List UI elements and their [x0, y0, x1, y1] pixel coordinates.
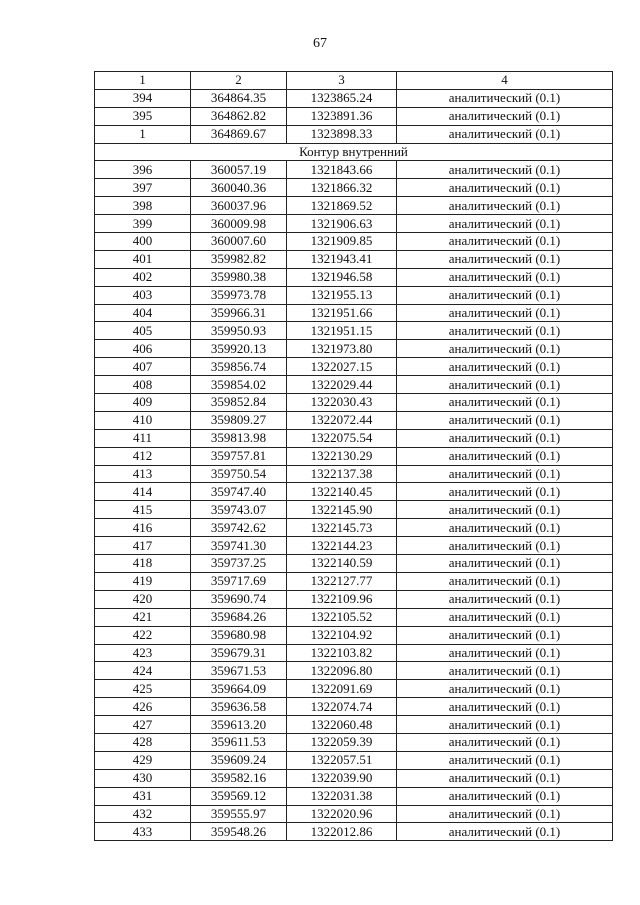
point-number-cell: 398	[95, 197, 191, 215]
point-number-cell: 415	[95, 501, 191, 519]
method-cell: аналитический (0.1)	[397, 411, 613, 429]
x-coordinate-cell: 364864.35	[191, 89, 287, 107]
point-number-cell: 423	[95, 644, 191, 662]
method-cell: аналитический (0.1)	[397, 376, 613, 394]
y-coordinate-cell: 1322020.96	[287, 805, 397, 823]
table-row	[95, 769, 613, 787]
point-number-cell: 421	[95, 608, 191, 626]
table-row	[95, 626, 613, 644]
table-body-after	[95, 161, 613, 841]
method-cell: аналитический (0.1)	[397, 698, 613, 716]
y-coordinate-cell: 1322029.44	[287, 376, 397, 394]
point-number-cell: 425	[95, 680, 191, 698]
x-coordinate-cell: 359982.82	[191, 250, 287, 268]
table-row	[95, 698, 613, 716]
method-cell: аналитический (0.1)	[397, 161, 613, 179]
x-coordinate-cell: 359757.81	[191, 447, 287, 465]
section-row	[95, 143, 613, 161]
method-cell: аналитический (0.1)	[397, 215, 613, 233]
table-row	[95, 733, 613, 751]
table-row	[95, 644, 613, 662]
y-coordinate-cell: 1322012.86	[287, 823, 397, 841]
table-row	[95, 89, 613, 107]
table-row	[95, 680, 613, 698]
point-number-cell: 413	[95, 465, 191, 483]
method-cell: аналитический (0.1)	[397, 447, 613, 465]
y-coordinate-cell: 1322145.73	[287, 519, 397, 537]
y-coordinate-cell: 1322072.44	[287, 411, 397, 429]
table-row	[95, 376, 613, 394]
y-coordinate-cell: 1323865.24	[287, 89, 397, 107]
y-coordinate-cell: 1321946.58	[287, 268, 397, 286]
table-row	[95, 286, 613, 304]
x-coordinate-cell: 359966.31	[191, 304, 287, 322]
method-cell: аналитический (0.1)	[397, 805, 613, 823]
y-coordinate-cell: 1322030.43	[287, 394, 397, 412]
y-coordinate-cell: 1321843.66	[287, 161, 397, 179]
table-row	[95, 322, 613, 340]
table-row	[95, 555, 613, 573]
method-cell: аналитический (0.1)	[397, 519, 613, 537]
method-cell: аналитический (0.1)	[397, 233, 613, 251]
coordinates-table	[94, 71, 613, 841]
x-coordinate-cell: 359555.97	[191, 805, 287, 823]
point-number-cell: 411	[95, 429, 191, 447]
table-row	[95, 250, 613, 268]
method-cell: аналитический (0.1)	[397, 590, 613, 608]
x-coordinate-cell: 359664.09	[191, 680, 287, 698]
point-number-cell: 433	[95, 823, 191, 841]
y-coordinate-cell: 1322074.74	[287, 698, 397, 716]
section-header	[95, 143, 613, 161]
point-number-cell: 429	[95, 751, 191, 769]
table-row	[95, 805, 613, 823]
method-cell: аналитический (0.1)	[397, 555, 613, 573]
method-cell: аналитический (0.1)	[397, 483, 613, 501]
x-coordinate-cell: 364862.82	[191, 107, 287, 125]
method-cell: аналитический (0.1)	[397, 286, 613, 304]
method-cell: аналитический (0.1)	[397, 751, 613, 769]
table-row	[95, 215, 613, 233]
y-coordinate-cell: 1322104.92	[287, 626, 397, 644]
point-number-cell: 432	[95, 805, 191, 823]
x-coordinate-cell: 359742.62	[191, 519, 287, 537]
x-coordinate-cell: 359636.58	[191, 698, 287, 716]
x-coordinate-cell: 359856.74	[191, 358, 287, 376]
y-coordinate-cell: 1321955.13	[287, 286, 397, 304]
table-row	[95, 787, 613, 805]
x-coordinate-cell: 359671.53	[191, 662, 287, 680]
section-title: Контур внутренний	[95, 143, 613, 161]
table-row	[95, 233, 613, 251]
method-cell: аналитический (0.1)	[397, 197, 613, 215]
column-header-4: 4	[397, 72, 613, 90]
point-number-cell: 416	[95, 519, 191, 537]
x-coordinate-cell: 360007.60	[191, 233, 287, 251]
point-number-cell: 405	[95, 322, 191, 340]
point-number-cell: 408	[95, 376, 191, 394]
y-coordinate-cell: 1322145.90	[287, 501, 397, 519]
x-coordinate-cell: 359611.53	[191, 733, 287, 751]
x-coordinate-cell: 359582.16	[191, 769, 287, 787]
method-cell: аналитический (0.1)	[397, 733, 613, 751]
y-coordinate-cell: 1322027.15	[287, 358, 397, 376]
x-coordinate-cell: 360057.19	[191, 161, 287, 179]
y-coordinate-cell: 1322137.38	[287, 465, 397, 483]
point-number-cell: 412	[95, 447, 191, 465]
method-cell: аналитический (0.1)	[397, 394, 613, 412]
table-row	[95, 107, 613, 125]
method-cell: аналитический (0.1)	[397, 268, 613, 286]
x-coordinate-cell: 360037.96	[191, 197, 287, 215]
point-number-cell: 396	[95, 161, 191, 179]
x-coordinate-cell: 359852.84	[191, 394, 287, 412]
y-coordinate-cell: 1321909.85	[287, 233, 397, 251]
table-row	[95, 751, 613, 769]
table-header-row	[95, 72, 613, 90]
point-number-cell: 420	[95, 590, 191, 608]
table-row	[95, 340, 613, 358]
x-coordinate-cell: 360009.98	[191, 215, 287, 233]
y-coordinate-cell: 1323898.33	[287, 125, 397, 143]
y-coordinate-cell: 1322059.39	[287, 733, 397, 751]
table-row	[95, 519, 613, 537]
point-number-cell: 399	[95, 215, 191, 233]
method-cell: аналитический (0.1)	[397, 787, 613, 805]
table-row	[95, 483, 613, 501]
x-coordinate-cell: 359920.13	[191, 340, 287, 358]
point-number-cell: 426	[95, 698, 191, 716]
point-number-cell: 419	[95, 572, 191, 590]
table-row	[95, 590, 613, 608]
method-cell: аналитический (0.1)	[397, 572, 613, 590]
table-row	[95, 394, 613, 412]
method-cell: аналитический (0.1)	[397, 358, 613, 376]
x-coordinate-cell: 359973.78	[191, 286, 287, 304]
x-coordinate-cell: 359809.27	[191, 411, 287, 429]
x-coordinate-cell: 359743.07	[191, 501, 287, 519]
method-cell: аналитический (0.1)	[397, 680, 613, 698]
y-coordinate-cell: 1322144.23	[287, 537, 397, 555]
point-number-cell: 1	[95, 125, 191, 143]
y-coordinate-cell: 1322075.54	[287, 429, 397, 447]
method-cell: аналитический (0.1)	[397, 322, 613, 340]
table-row	[95, 537, 613, 555]
method-cell: аналитический (0.1)	[397, 608, 613, 626]
method-cell: аналитический (0.1)	[397, 250, 613, 268]
point-number-cell: 407	[95, 358, 191, 376]
y-coordinate-cell: 1322109.96	[287, 590, 397, 608]
table-row	[95, 608, 613, 626]
point-number-cell: 430	[95, 769, 191, 787]
point-number-cell: 397	[95, 179, 191, 197]
table-row	[95, 268, 613, 286]
method-cell: аналитический (0.1)	[397, 429, 613, 447]
x-coordinate-cell: 359750.54	[191, 465, 287, 483]
method-cell: аналитический (0.1)	[397, 179, 613, 197]
y-coordinate-cell: 1322103.82	[287, 644, 397, 662]
y-coordinate-cell: 1321869.52	[287, 197, 397, 215]
page-number: 67	[313, 36, 327, 51]
method-cell: аналитический (0.1)	[397, 107, 613, 125]
point-number-cell: 402	[95, 268, 191, 286]
table-row	[95, 411, 613, 429]
table-row	[95, 716, 613, 734]
method-cell: аналитический (0.1)	[397, 644, 613, 662]
method-cell: аналитический (0.1)	[397, 125, 613, 143]
method-cell: аналитический (0.1)	[397, 304, 613, 322]
x-coordinate-cell: 359609.24	[191, 751, 287, 769]
method-cell: аналитический (0.1)	[397, 823, 613, 841]
point-number-cell: 422	[95, 626, 191, 644]
x-coordinate-cell: 359747.40	[191, 483, 287, 501]
y-coordinate-cell: 1322096.80	[287, 662, 397, 680]
method-cell: аналитический (0.1)	[397, 716, 613, 734]
y-coordinate-cell: 1322057.51	[287, 751, 397, 769]
table-row	[95, 429, 613, 447]
table-row	[95, 501, 613, 519]
y-coordinate-cell: 1321951.15	[287, 322, 397, 340]
y-coordinate-cell: 1322140.45	[287, 483, 397, 501]
column-header-2: 2	[191, 72, 287, 90]
table-row	[95, 125, 613, 143]
table-row	[95, 304, 613, 322]
x-coordinate-cell: 359690.74	[191, 590, 287, 608]
point-number-cell: 395	[95, 107, 191, 125]
x-coordinate-cell: 359741.30	[191, 537, 287, 555]
point-number-cell: 414	[95, 483, 191, 501]
method-cell: аналитический (0.1)	[397, 501, 613, 519]
table-row	[95, 572, 613, 590]
x-coordinate-cell: 359717.69	[191, 572, 287, 590]
table-row	[95, 447, 613, 465]
point-number-cell: 400	[95, 233, 191, 251]
table-row	[95, 358, 613, 376]
x-coordinate-cell: 364869.67	[191, 125, 287, 143]
method-cell: аналитический (0.1)	[397, 626, 613, 644]
x-coordinate-cell: 359680.98	[191, 626, 287, 644]
table-row	[95, 197, 613, 215]
table-row	[95, 179, 613, 197]
x-coordinate-cell: 359980.38	[191, 268, 287, 286]
column-header-3: 3	[287, 72, 397, 90]
y-coordinate-cell: 1321951.66	[287, 304, 397, 322]
x-coordinate-cell: 359569.12	[191, 787, 287, 805]
method-cell: аналитический (0.1)	[397, 662, 613, 680]
point-number-cell: 417	[95, 537, 191, 555]
x-coordinate-cell: 359950.93	[191, 322, 287, 340]
column-header-1: 1	[95, 72, 191, 90]
table-row	[95, 465, 613, 483]
y-coordinate-cell: 1322130.29	[287, 447, 397, 465]
x-coordinate-cell: 359737.25	[191, 555, 287, 573]
y-coordinate-cell: 1321866.32	[287, 179, 397, 197]
x-coordinate-cell: 359684.26	[191, 608, 287, 626]
y-coordinate-cell: 1323891.36	[287, 107, 397, 125]
x-coordinate-cell: 359679.31	[191, 644, 287, 662]
point-number-cell: 428	[95, 733, 191, 751]
table-row	[95, 662, 613, 680]
point-number-cell: 403	[95, 286, 191, 304]
method-cell: аналитический (0.1)	[397, 769, 613, 787]
point-number-cell: 431	[95, 787, 191, 805]
table-row	[95, 161, 613, 179]
x-coordinate-cell: 360040.36	[191, 179, 287, 197]
y-coordinate-cell: 1322127.77	[287, 572, 397, 590]
method-cell: аналитический (0.1)	[397, 89, 613, 107]
point-number-cell: 424	[95, 662, 191, 680]
x-coordinate-cell: 359813.98	[191, 429, 287, 447]
y-coordinate-cell: 1322031.38	[287, 787, 397, 805]
point-number-cell: 394	[95, 89, 191, 107]
y-coordinate-cell: 1322105.52	[287, 608, 397, 626]
method-cell: аналитический (0.1)	[397, 537, 613, 555]
point-number-cell: 410	[95, 411, 191, 429]
point-number-cell: 406	[95, 340, 191, 358]
y-coordinate-cell: 1321906.63	[287, 215, 397, 233]
x-coordinate-cell: 359613.20	[191, 716, 287, 734]
table-row	[95, 823, 613, 841]
y-coordinate-cell: 1322039.90	[287, 769, 397, 787]
y-coordinate-cell: 1321943.41	[287, 250, 397, 268]
point-number-cell: 404	[95, 304, 191, 322]
point-number-cell: 418	[95, 555, 191, 573]
method-cell: аналитический (0.1)	[397, 465, 613, 483]
x-coordinate-cell: 359548.26	[191, 823, 287, 841]
y-coordinate-cell: 1322091.69	[287, 680, 397, 698]
table-body-before	[95, 89, 613, 143]
y-coordinate-cell: 1322060.48	[287, 716, 397, 734]
y-coordinate-cell: 1322140.59	[287, 555, 397, 573]
y-coordinate-cell: 1321973.80	[287, 340, 397, 358]
method-cell: аналитический (0.1)	[397, 340, 613, 358]
point-number-cell: 427	[95, 716, 191, 734]
x-coordinate-cell: 359854.02	[191, 376, 287, 394]
point-number-cell: 409	[95, 394, 191, 412]
point-number-cell: 401	[95, 250, 191, 268]
